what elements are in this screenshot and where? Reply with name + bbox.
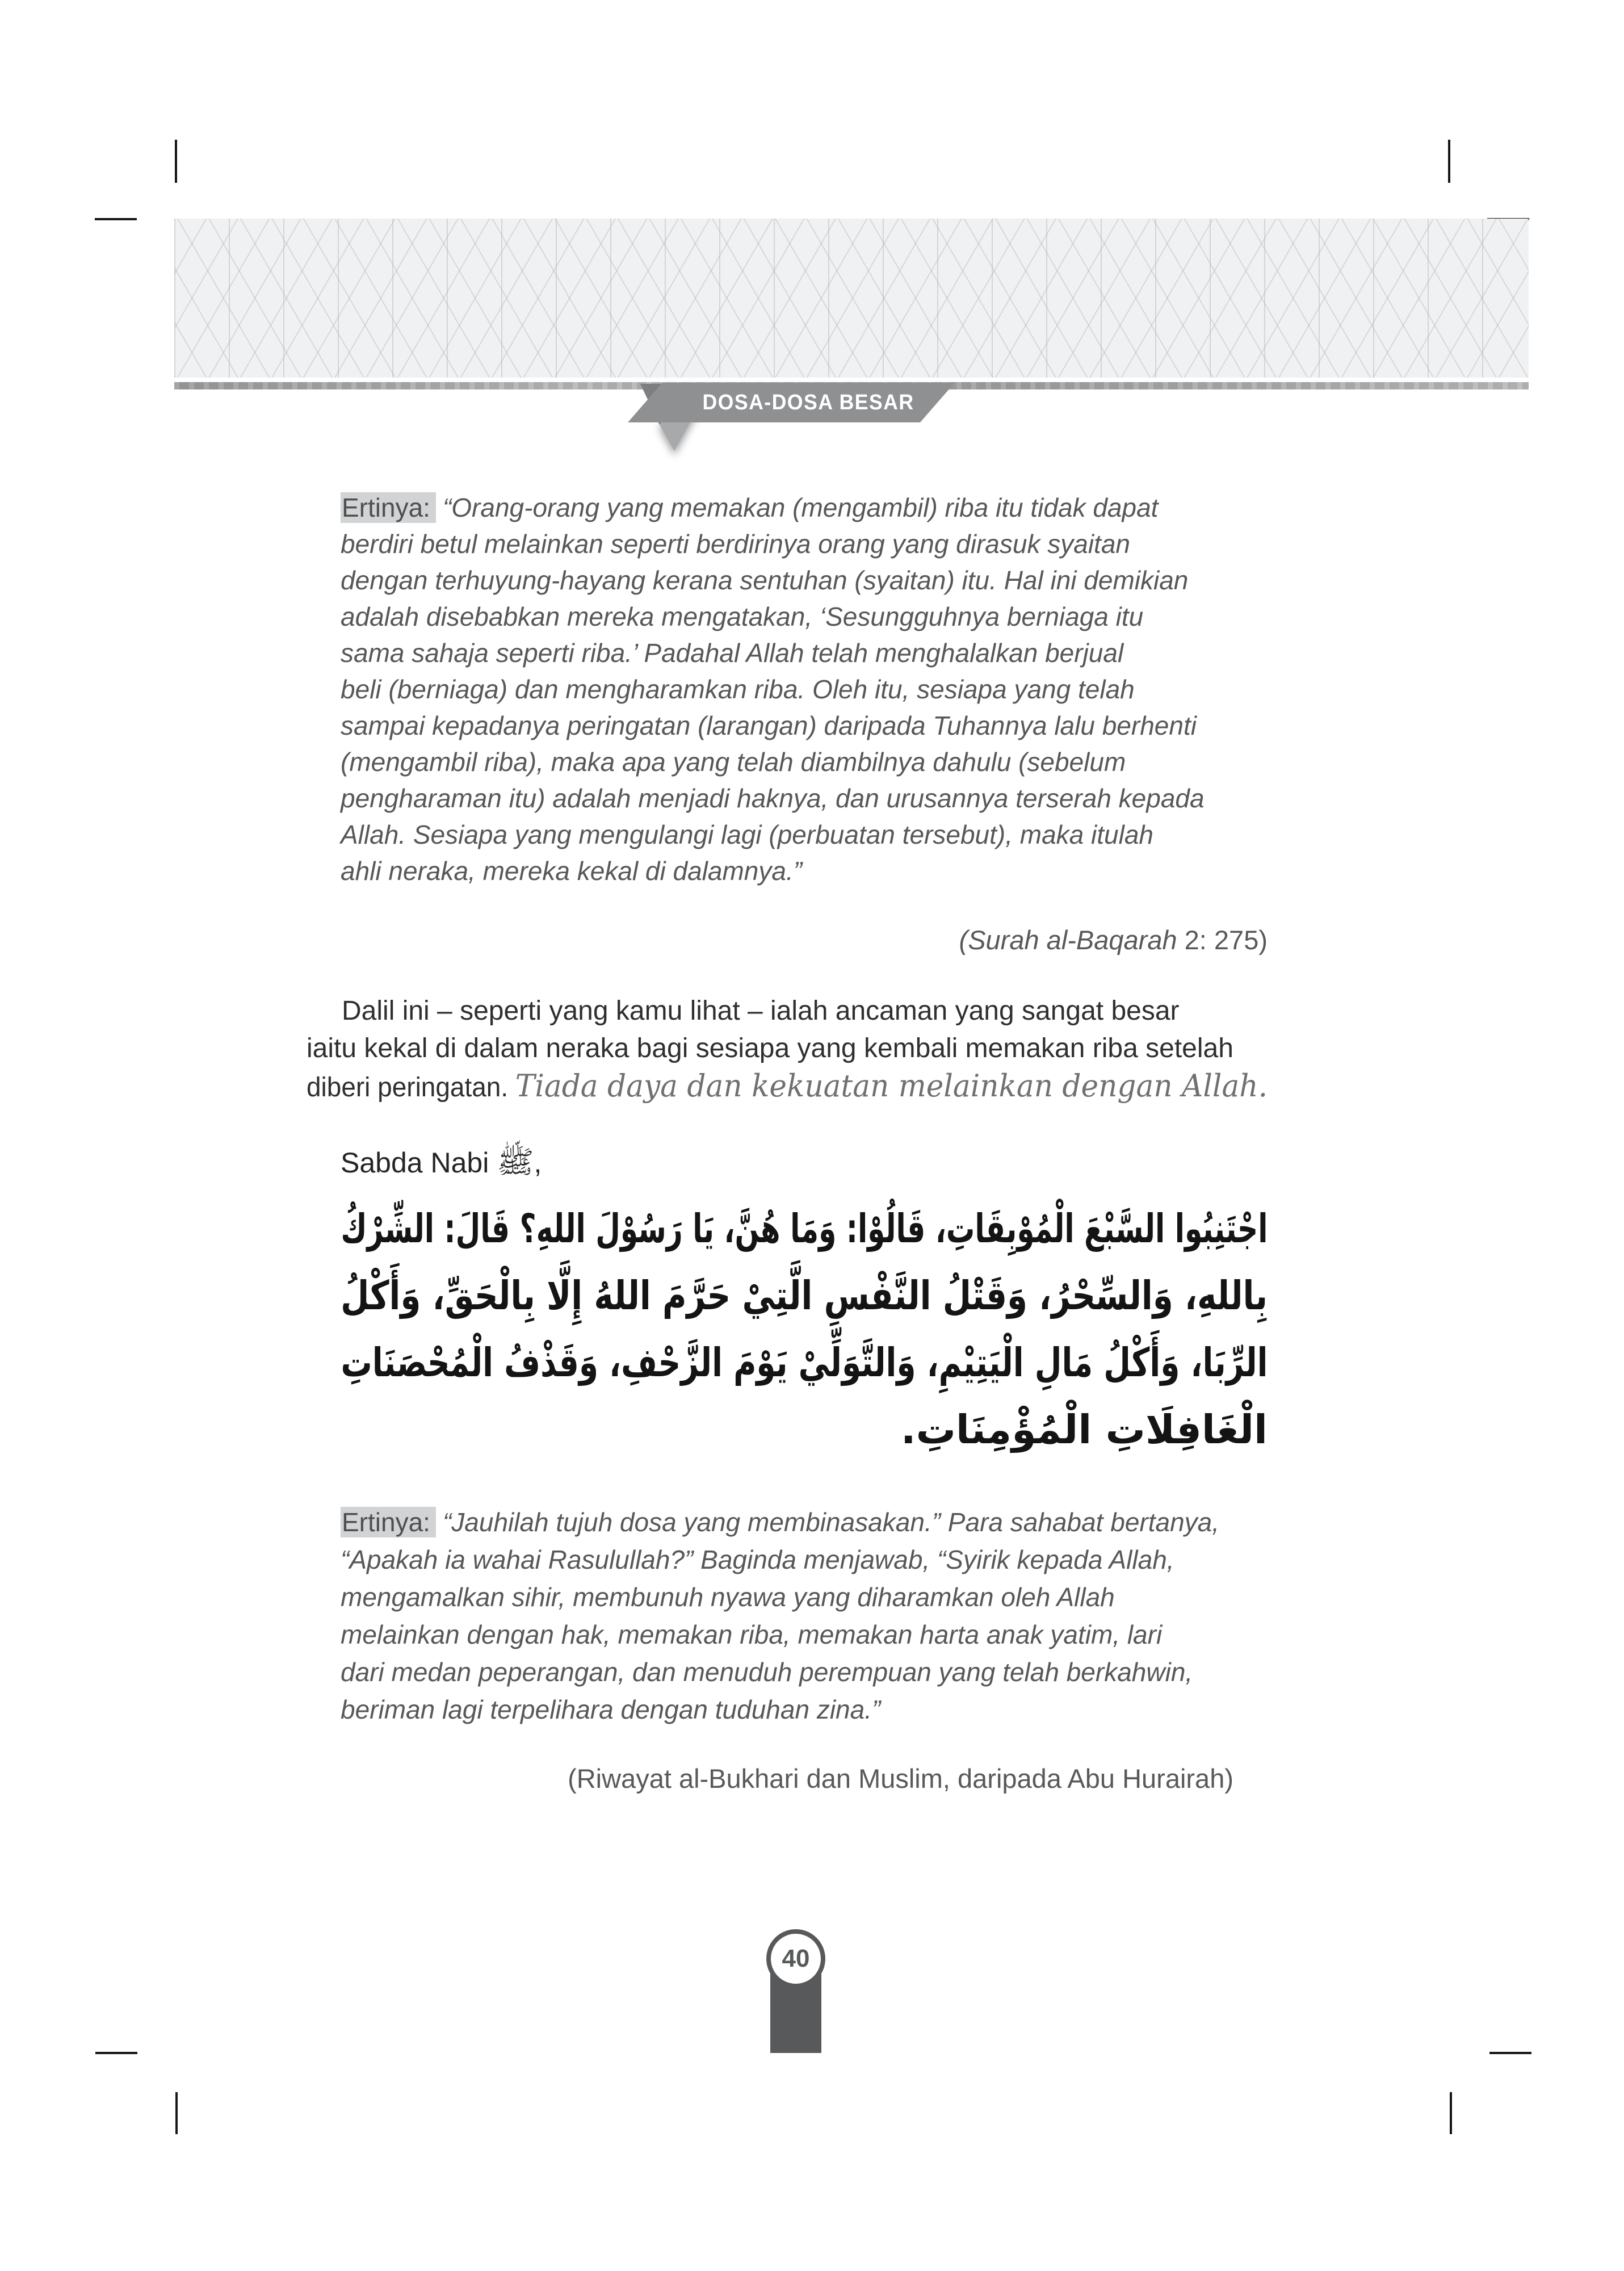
quote2-first-line: [341, 1503, 1219, 1541]
text-line: sampai kepadanya peringatan (larangan) daripada Tuhannya lalu berhenti: [341, 711, 1197, 740]
crop-mark-bottom-right-vertical: [1450, 2092, 1452, 2134]
crop-mark-bottom-left-vertical: [175, 2092, 178, 2134]
ertinya-label-2: Ertinya:: [341, 1507, 436, 1537]
commentary-lines: [307, 992, 1268, 1067]
text-line: adalah disebabkan mereka mengatakan, ‘Sesungguhnya berniaga itu: [341, 602, 1144, 631]
ertinya-label: Ertinya:: [341, 492, 436, 523]
page-number: 40: [782, 1945, 810, 1972]
commentary-fancy-phrase: Tiada daya dan kekuatan melainkan dengan Allah.: [515, 1068, 1268, 1104]
text-line: dengan terhuyung-hayang kerana sentuhan (syaitan) itu. Hal ini demikian: [341, 565, 1189, 595]
text-line: melainkan dengan hak, memakan riba, memakan harta anak yatim, lari: [341, 1620, 1163, 1649]
citation-surah-name: (Surah al-Baqarah: [959, 925, 1177, 955]
text-line: mengamalkan sihir, membunuh nyawa yang diharamkan oleh Allah: [341, 1582, 1115, 1612]
citation-surah: [341, 924, 1268, 956]
hadith-intro-text: Sabda Nabi: [341, 1147, 497, 1179]
text-line: (mengambil riba), maka apa yang telah diambilnya dahulu (sebelum: [341, 747, 1126, 777]
text-line: berdiri betul melainkan seperti berdirinya orang yang dirasuk syaitan: [341, 529, 1130, 559]
quote-first-line-text: “Orang-orang yang memakan (mengambil) riba itu tidak dapat: [442, 493, 1159, 522]
text-line: beli (berniaga) dan mengharamkan riba. Oleh itu, sesiapa yang telah: [341, 674, 1135, 704]
citation-riwayat: (Riwayat al-Bukhari dan Muslim, daripada Abu Hurairah): [568, 1763, 1233, 1794]
text-line: الْغَافِلَاتِ الْمُؤْمِنَاتِ.: [901, 1406, 1268, 1453]
quote-first-line: [341, 489, 1158, 526]
commentary-paragraph: [307, 992, 1268, 1107]
text-line: pengharaman itu) adalah menjadi haknya, dan urusannya terserah kepada: [341, 783, 1205, 813]
text-line: بِاللهِ، وَالسِّحْرُ، وَقَتْلُ النَّفْسِ الَّتِيْ حَرَّمَ اللهُ إِلَّا بِالْحَقِّ، وَأَكْلُ: [341, 1272, 1268, 1319]
text-line: sama sahaja seperti riba.’ Padahal Allah telah menghalalkan berjual: [341, 638, 1124, 668]
hadith-intro-line: [341, 1145, 1268, 1180]
text-line: “Apakah ia wahai Rasulullah?” Baginda menjawab, “Syirik kepada Allah,: [341, 1545, 1174, 1574]
hadith-arabic-text: [341, 1195, 1268, 1463]
crop-mark-top-right-vertical: [1448, 140, 1450, 183]
pbuh-calligraphy-icon: ﷺ: [497, 1145, 534, 1179]
crop-mark-top-left-vertical: [175, 140, 177, 183]
crop-mark-bottom-right-horizontal: [1489, 2052, 1531, 2054]
text-line: ahli neraka, mereka kekal di dalamnya.”: [341, 856, 803, 886]
quote-lines: [341, 526, 1268, 889]
citation-surah-verse: 2: 275): [1177, 925, 1268, 955]
page-number-badge: [766, 1929, 825, 1988]
text-line: beriman lagi terpelihara dengan tuduhan zina.”: [341, 1695, 881, 1724]
text-line: dari medan peperangan, dan menuduh perempuan yang telah berkahwin,: [341, 1657, 1193, 1687]
quote2-lines: [341, 1541, 1268, 1728]
commentary-last-plain: diberi peringatan.: [307, 1072, 515, 1103]
commentary-last-line: [307, 1067, 1268, 1107]
chapter-title: DOSA-DOSA BESAR: [702, 391, 914, 414]
hadith-translation-quote: [341, 1503, 1268, 1728]
text-line: Dalil ini – seperti yang kamu lihat – ialah ancaman yang sangat besar: [342, 996, 1180, 1026]
text-line: الرِّبَا، وَأَكْلُ مَالِ الْيَتِيْمِ، وَالتَّوَلِّيْ يَوْمَ الزَّحْفِ، وَقَذْفُ الْمُحْصَنَاتِ: [341, 1339, 1268, 1386]
hadith-intro-comma: ,: [534, 1147, 542, 1179]
text-line: iaitu kekal di dalam neraka bagi sesiapa yang kembali memakan riba setelah: [307, 1033, 1233, 1063]
text-line: Allah. Sesiapa yang mengulangi lagi (perbuatan tersebut), maka itulah: [341, 820, 1153, 849]
header-pattern-band: [174, 219, 1529, 378]
crop-mark-bottom-left-horizontal: [95, 2052, 137, 2054]
quote2-first-line-text: “Jauhilah tujuh dosa yang membinasakan.” Para sahabat bertanya,: [442, 1507, 1220, 1537]
text-line: اجْتَنِبُوا السَّبْعَ الْمُوْبِقَاتِ، قَالُوْا: وَمَا هُنَّ، يَا رَسُوْلَ اللهِ؟ قَالَ: الشِّرْكُ: [341, 1205, 1268, 1252]
crop-mark-top-left-horizontal: [95, 218, 137, 220]
quran-translation-quote: [341, 489, 1268, 889]
